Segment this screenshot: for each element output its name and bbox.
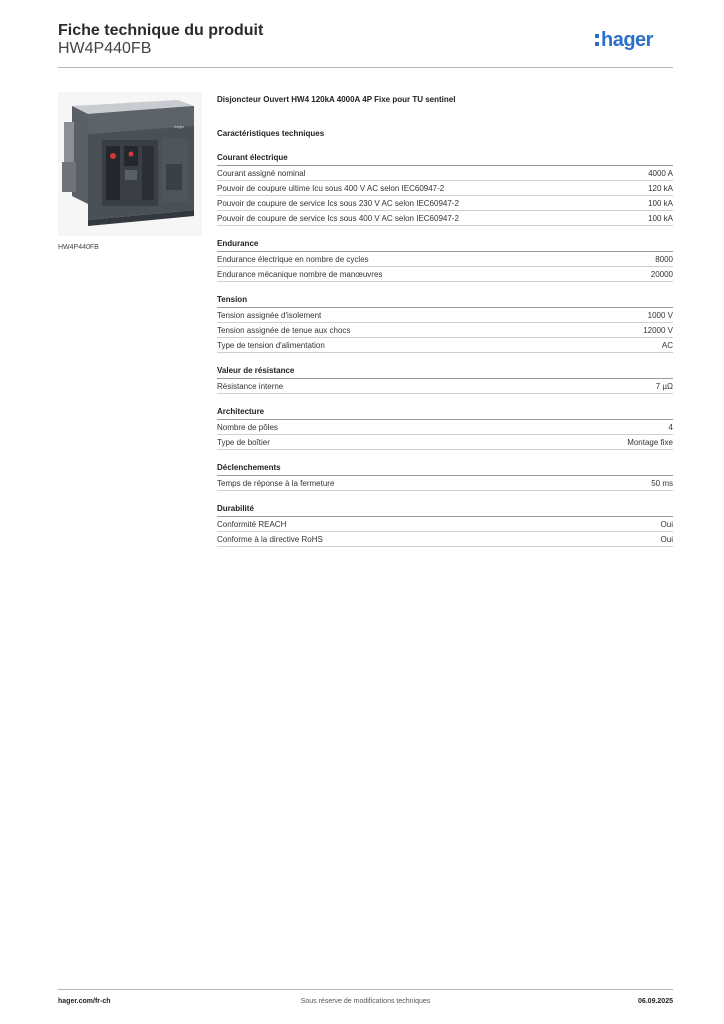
spec-group-title: Architecture: [217, 407, 673, 420]
spec-group-title: Durabilité: [217, 504, 673, 517]
footer-date: 06.09.2025: [637, 998, 673, 1005]
product-name: Disjoncteur Ouvert HW4 120kA 4000A 4P Fixe pour TU sentinel: [217, 95, 456, 104]
spec-label: Type de tension d'alimentation: [217, 340, 325, 350]
spec-group-title: Déclenchements: [217, 463, 673, 476]
logo-dot-top: [595, 34, 599, 38]
spec-label: Nombre de pôles: [217, 422, 278, 432]
spec-value: 1000 V: [647, 310, 673, 320]
spec-value: 120 kA: [648, 183, 673, 193]
product-details: [217, 95, 673, 547]
spec-value: 8000: [655, 254, 673, 264]
spec-value: 100 kA: [648, 198, 673, 208]
spec-value: 50 ms: [651, 478, 673, 488]
spec-row: [217, 476, 673, 491]
technical-characteristics-heading: Caractéristiques techniques: [217, 129, 325, 138]
product-image-caption: HW4P440FB: [58, 244, 99, 251]
spec-row: [217, 211, 673, 226]
page-footer: [58, 989, 673, 1013]
spec-value: 20000: [650, 269, 673, 279]
circuit-breaker-illustration: [58, 92, 202, 236]
hager-logo: [593, 26, 673, 54]
document-title: Fiche technique du produit: [58, 22, 264, 39]
spec-label: Tension assignée de tenue aux chocs: [217, 325, 351, 335]
spec-value: AC: [661, 340, 673, 350]
spec-value: Oui: [660, 519, 673, 529]
spec-label: Tension assignée d'isolement: [217, 310, 322, 320]
spec-group-title: Tension: [217, 295, 673, 308]
spec-label: Courant assigné nominal: [217, 168, 306, 178]
spec-value: 4: [668, 422, 673, 432]
svg-text:hager: hager: [174, 124, 185, 129]
spec-label: Temps de réponse à la fermeture: [217, 478, 335, 488]
spec-row: [217, 166, 673, 181]
spec-label: Pouvoir de coupure ultime Icu sous 400 V AC selon IEC60947-2: [217, 183, 445, 193]
spec-label: Pouvoir de coupure de service Ics sous 400 V AC selon IEC60947-2: [217, 213, 459, 223]
spec-label: Résistance interne: [217, 381, 284, 391]
spec-value: 100 kA: [648, 213, 673, 223]
product-image: [58, 92, 202, 236]
spec-row: [217, 181, 673, 196]
spec-value: 12000 V: [643, 325, 673, 335]
spec-label: Endurance électrique en nombre de cycles: [217, 254, 369, 264]
spec-row: [217, 435, 673, 450]
spec-value: Oui: [660, 534, 673, 544]
spec-row: [217, 379, 673, 394]
spec-row: [217, 338, 673, 353]
spec-group-title: Courant électrique: [217, 153, 673, 166]
footer-website: hager.com/fr-ch: [58, 998, 111, 1005]
spec-row: [217, 196, 673, 211]
logo-wordmark: hager: [601, 29, 653, 51]
spec-row: [217, 420, 673, 435]
spec-value: 7 µΩ: [655, 381, 673, 391]
spec-row: [217, 308, 673, 323]
spec-row: [217, 267, 673, 282]
spec-group-title: Endurance: [217, 239, 673, 252]
product-reference: HW4P440FB: [58, 40, 152, 57]
spec-row: [217, 517, 673, 532]
logo-dot-bottom: [595, 42, 599, 46]
page-header: [58, 22, 673, 68]
spec-label: Endurance mécanique nombre de manœuvres: [217, 269, 383, 279]
spec-label: Type de boîtier: [217, 437, 270, 447]
spec-label: Conforme à la directive RoHS: [217, 534, 323, 544]
spec-group-title: Valeur de résistance: [217, 366, 673, 379]
spec-label: Pouvoir de coupure de service Ics sous 230 V AC selon IEC60947-2: [217, 198, 459, 208]
footer-disclaimer: Sous réserve de modifications techniques: [300, 998, 431, 1005]
spec-groups: [217, 153, 673, 547]
spec-value: Montage fixe: [627, 437, 673, 447]
spec-row: [217, 323, 673, 338]
spec-row: [217, 252, 673, 267]
spec-value: 4000 A: [648, 168, 673, 178]
spec-row: [217, 532, 673, 547]
spec-label: Conformité REACH: [217, 519, 287, 529]
